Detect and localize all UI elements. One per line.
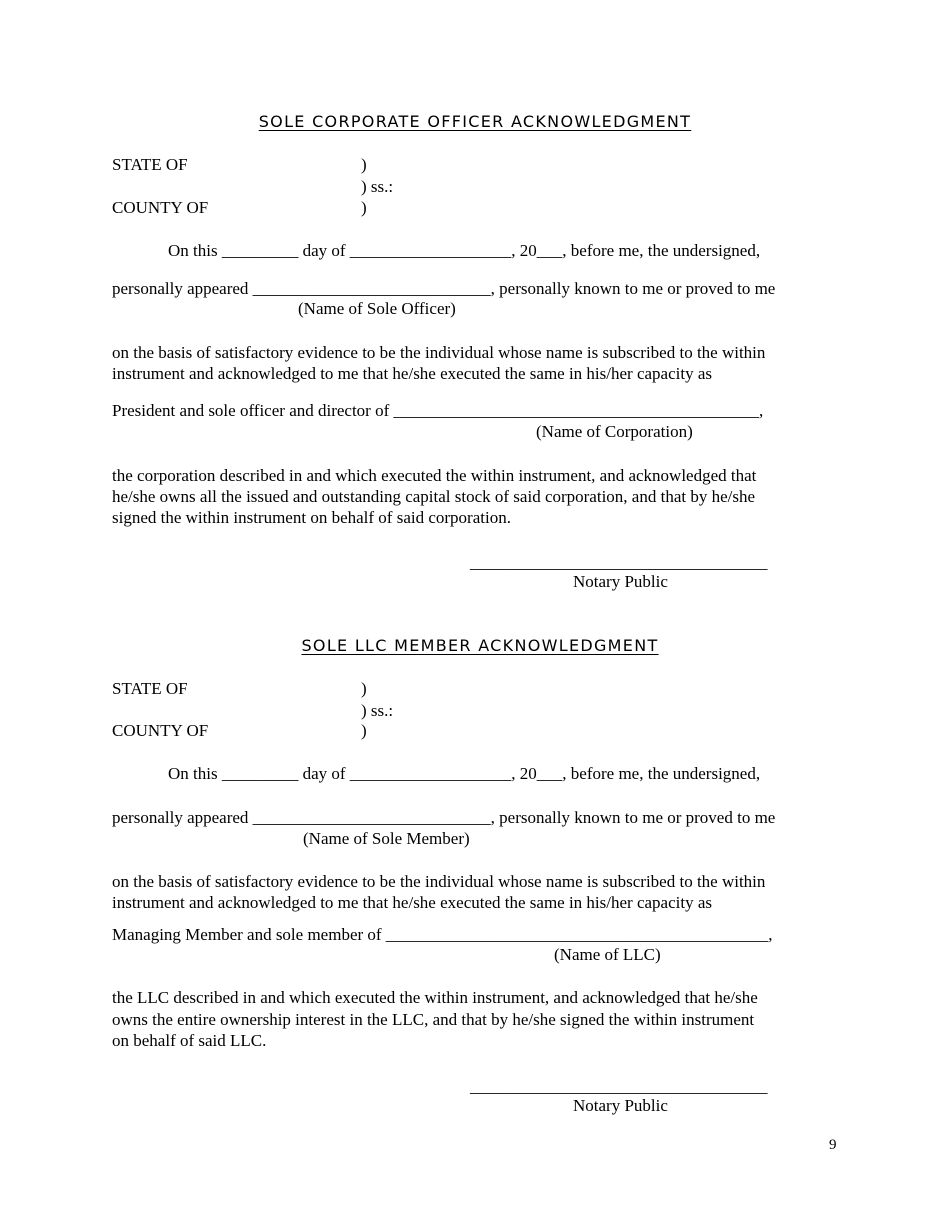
officer-notary-label: Notary Public [573,572,668,591]
member-notary-label: Notary Public [573,1096,668,1115]
member-closing-line-2: owns the entire ownership interest in the LLC, and that by he/she signed the within instrument [112,1010,755,1029]
officer-entity-caption: (Name of Corporation) [536,422,693,441]
member-appeared-line: personally appeared ____________________________, personally known to me or proved to me [112,808,776,827]
officer-ss-label: ) ss.: [361,177,394,196]
officer-closing-line-2: he/she owns all the issued and outstanding capital stock of said corporation, and that by he/she [112,487,756,506]
officer-closing-line-3: signed the within instrument on behalf of said corporation. [112,508,511,527]
officer-name-caption: (Name of Sole Officer) [298,299,456,318]
member-capacity-line: Managing Member and sole member of _____________________________________________, [112,925,773,944]
member-county-label: COUNTY OF [112,721,209,740]
officer-capacity-line: President and sole officer and director of ___________________________________________, [112,401,764,420]
member-entity-caption: (Name of LLC) [554,945,661,964]
officer-appeared-line: personally appeared ____________________________, personally known to me or proved to me [112,279,776,298]
officer-on-this-line: On this _________ day of ___________________, 20___, before me, the undersigned, [168,241,761,260]
member-basis-line-1: on the basis of satisfactory evidence to be the individual whose name is subscribed to the within [112,872,766,891]
member-ss-label: ) ss.: [361,701,394,720]
member-name-caption: (Name of Sole Member) [303,829,470,848]
member-state-paren: ) [361,679,367,698]
member-basis-line-2: instrument and acknowledged to me that he/she executed the same in his/her capacity as [112,893,712,912]
page-number: 9 [829,1137,837,1153]
officer-state-paren: ) [361,155,367,174]
officer-basis-line-2: instrument and acknowledged to me that he/she executed the same in his/her capacity as [112,364,712,383]
member-closing-line-3: on behalf of said LLC. [112,1031,267,1050]
officer-state-label: STATE OF [112,155,188,174]
member-signature-line: ___________________________________ [470,1077,768,1096]
officer-basis-line-1: on the basis of satisfactory evidence to be the individual whose name is subscribed to the within [112,343,766,362]
officer-county-paren: ) [361,198,367,217]
officer-signature-line: ___________________________________ [470,553,768,572]
officer-heading: SOLE CORPORATE OFFICER ACKNOWLEDGMENT [258,112,692,131]
member-on-this-line: On this _________ day of ___________________, 20___, before me, the undersigned, [168,764,761,783]
member-county-paren: ) [361,721,367,740]
member-state-label: STATE OF [112,679,188,698]
member-heading: SOLE LLC MEMBER ACKNOWLEDGMENT [301,636,659,655]
officer-county-label: COUNTY OF [112,198,209,217]
member-closing-line-1: the LLC described in and which executed the within instrument, and acknowledged that he/she [112,988,758,1007]
officer-closing-line-1: the corporation described in and which executed the within instrument, and acknowledged that [112,466,757,485]
